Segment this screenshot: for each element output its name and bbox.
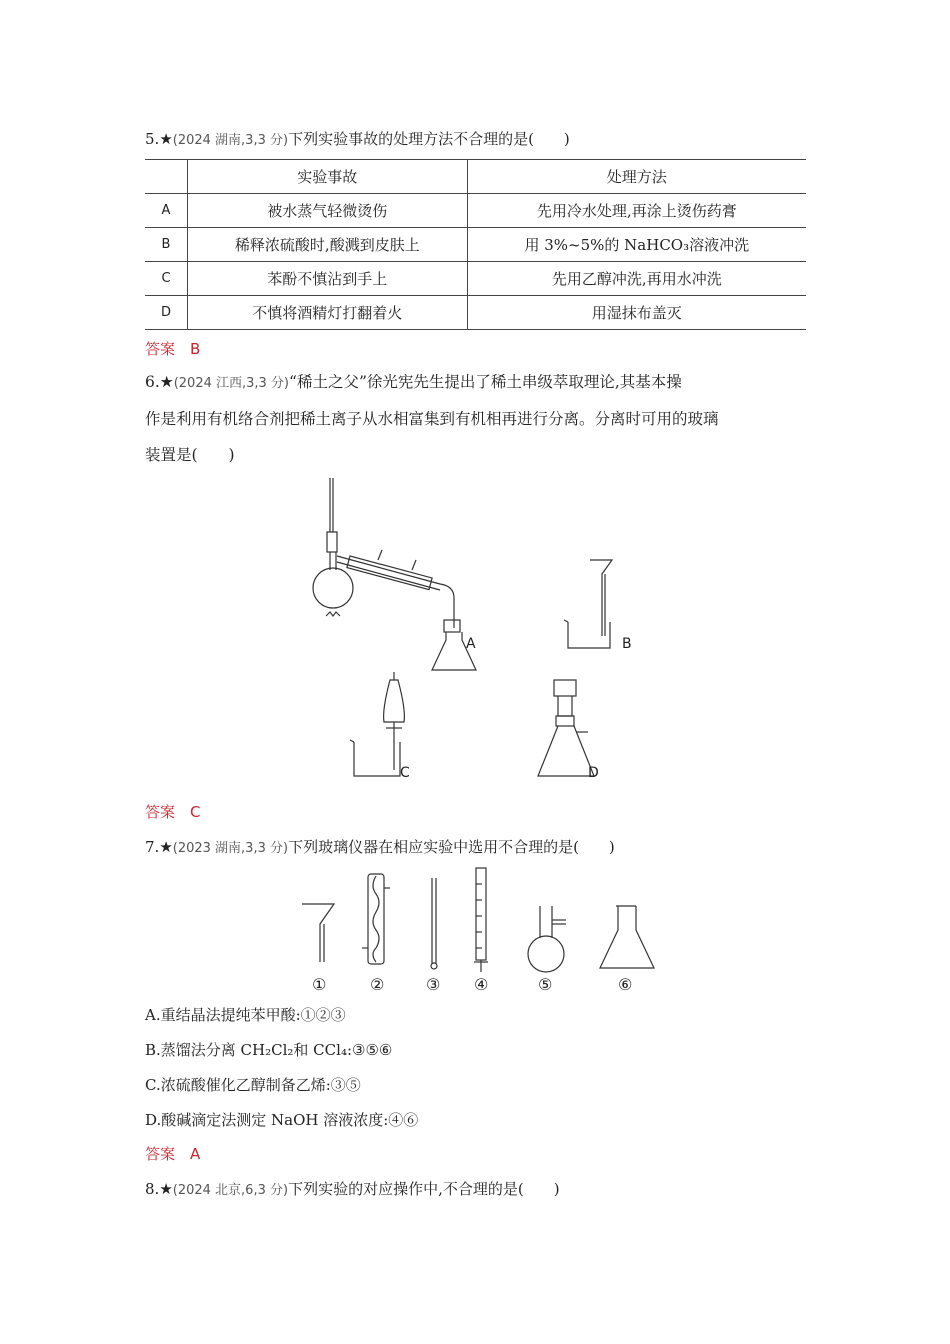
q5-table: [145, 159, 806, 330]
table-row: [145, 262, 806, 296]
table-row: [145, 296, 806, 330]
q7-option-b: B.蒸馏法分离 CH₂Cl₂和 CCl₄:③⑤⑥: [145, 1041, 393, 1059]
table-header-cell: [145, 160, 188, 194]
q6-answer: 答案 C: [145, 803, 201, 821]
table-header-row: [145, 160, 806, 194]
instrument-label: ⑤: [538, 975, 553, 994]
thermometer-icon: [431, 878, 437, 969]
table-cell: 用湿抹布盖灭: [467, 296, 806, 330]
star-icon: ★: [159, 373, 174, 391]
table-cell: 不慎将酒精灯打翻着火: [188, 296, 468, 330]
table-cell: C: [145, 262, 188, 296]
q7-answer: 答案 A: [145, 1145, 201, 1163]
table-row: [145, 194, 806, 228]
condenser-icon: [362, 874, 390, 964]
separatory-funnel-icon: [350, 672, 404, 776]
q6-source: (2024 江西,3,3 分): [173, 376, 290, 391]
q8-number: 8.: [145, 1180, 160, 1198]
q8-stem-line: [145, 1178, 560, 1199]
q6-stem-line3: 装置是( ): [145, 446, 235, 464]
conical-flask-icon: [600, 906, 654, 968]
q6-apparatus-figure: [300, 470, 660, 790]
star-icon: ★: [159, 1180, 173, 1198]
q5-stem-line: [145, 128, 570, 149]
table-cell: B: [145, 228, 188, 262]
table-cell: D: [145, 296, 188, 330]
q8-source: (2024 北京,6,3 分): [172, 1183, 289, 1198]
q5-answer: 答案 B: [145, 340, 201, 358]
q7-stem-line: [145, 836, 615, 857]
distilling-flask-icon: [528, 906, 566, 972]
star-icon: ★: [159, 130, 173, 148]
table-cell: 被水蒸气轻微烫伤: [188, 194, 468, 228]
funnel-icon: [302, 904, 334, 962]
table-header-cell: 处理方法: [467, 160, 806, 194]
figure-label-d: D: [588, 765, 599, 781]
table-cell: 先用乙醇冲洗,再用水冲洗: [467, 262, 806, 296]
q7-option-d: D.酸碱滴定法测定 NaOH 溶液浓度:④⑥: [145, 1111, 419, 1129]
q7-option-c: C.浓硫酸催化乙醇制备乙烯:③⑤: [145, 1076, 361, 1094]
table-header-cell: 实验事故: [188, 160, 468, 194]
q6-text-1: “稀土之父”徐光宪先生提出了稀土串级萃取理论,其基本操: [289, 373, 682, 391]
instrument-label: ①: [312, 975, 327, 994]
instrument-label: ⑥: [618, 975, 633, 994]
q5-number: 5.: [145, 130, 160, 148]
funnel-beaker-icon: [564, 560, 612, 648]
instrument-label: ②: [370, 975, 385, 994]
q7-stem: 下列玻璃仪器在相应实验中选用不合理的是( ): [288, 838, 615, 856]
q5-source: (2024 湖南,3,3 分): [172, 133, 289, 148]
table-cell: 苯酚不慎沾到手上: [188, 262, 468, 296]
table-cell: 用 3%~5%的 NaHCO₃溶液冲洗: [467, 228, 806, 262]
figure-label-b: B: [622, 636, 632, 652]
q7-number: 7.: [145, 838, 160, 856]
instrument-label: ③: [426, 975, 441, 994]
burette-icon: [474, 868, 488, 972]
figure-label-c: C: [400, 765, 410, 781]
q6-stem-line1: [145, 366, 805, 400]
q7-source: (2023 湖南,3,3 分): [172, 841, 289, 856]
figure-label-a: A: [466, 636, 476, 652]
suction-filtration-icon: [538, 680, 594, 776]
table-cell: 先用冷水处理,再涂上烫伤药膏: [467, 194, 806, 228]
q6-number: 6.: [145, 373, 160, 391]
table-cell: A: [145, 194, 188, 228]
q6-stem-line2: 作是利用有机络合剂把稀土离子从水相富集到有机相再进行分离。分离时可用的玻璃: [145, 410, 719, 428]
q8-stem: 下列实验的对应操作中,不合理的是( ): [288, 1180, 560, 1198]
distillation-apparatus-icon: [313, 478, 476, 670]
star-icon: ★: [159, 838, 173, 856]
q5-stem: 下列实验事故的处理方法不合理的是( ): [288, 130, 570, 148]
table-cell: 稀释浓硫酸时,酸溅到皮肤上: [188, 228, 468, 262]
q7-option-a: A.重结晶法提纯苯甲酸:①②③: [145, 1006, 346, 1024]
instrument-label: ④: [474, 975, 489, 994]
table-row: [145, 228, 806, 262]
q7-instruments-figure: [290, 864, 670, 994]
